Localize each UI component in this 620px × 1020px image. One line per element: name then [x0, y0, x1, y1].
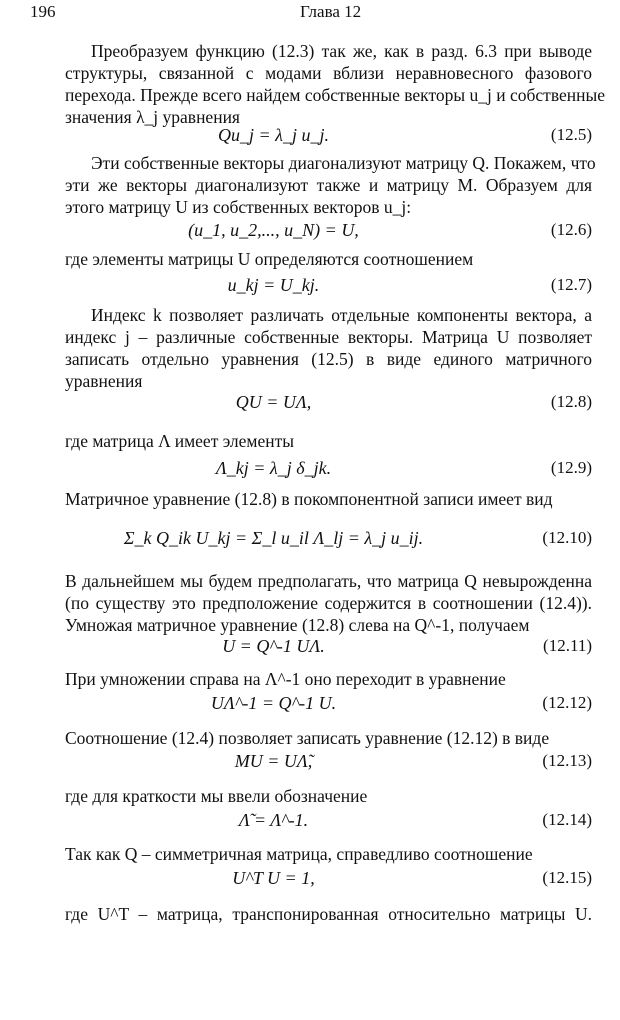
text-line: Преобразуем функцию (12.3) так же, как в разд. 6.3 при выводе: [91, 41, 592, 61]
text-line: Матричное уравнение (12.8) в покомпонентной записи имеет вид: [65, 489, 553, 509]
paragraph-3: [65, 248, 592, 270]
equation-number: (12.7): [550, 275, 592, 294]
equation-formula: MU = UΛ̃,: [234, 751, 313, 771]
equation-12-9: [65, 458, 592, 486]
paragraph-9: [65, 727, 592, 749]
paragraph-6: [65, 488, 592, 510]
text-line: В дальнейшем мы будем предполагать, что матрица Q невырожденна: [65, 571, 592, 591]
equation-number: (12.6): [550, 220, 592, 239]
paragraph-10: [65, 785, 592, 807]
text-line: где матрица Λ имеет элементы: [65, 431, 295, 451]
text-line: значения λ_j уравнения: [65, 107, 240, 127]
equation-12-8: [65, 392, 592, 420]
text-line: где элементы матрицы U определяются соотношением: [65, 249, 474, 269]
equation-number: (12.14): [542, 810, 592, 829]
equation-formula: UΛ^-1 = Q^-1 U.: [210, 693, 337, 713]
equation-formula: Λ̃ = Λ^-1.: [238, 810, 309, 830]
text-line: этого матрицу U из собственных векторов u_j:: [65, 197, 412, 217]
text-line: уравнения: [65, 371, 143, 391]
equation-12-12: [65, 693, 592, 721]
text-line: При умножении справа на Λ^-1 оно переходит в уравнение: [65, 669, 506, 689]
text-line: Индекс k позволяет различать отдельные компоненты вектора, а: [91, 305, 592, 325]
equation-number: (12.11): [543, 636, 592, 655]
equation-formula: U = Q^-1 UΛ.: [222, 636, 325, 656]
equation-12-7: [65, 275, 592, 303]
equation-12-13: [65, 751, 592, 779]
equation-formula: u_kj = U_kj.: [227, 275, 320, 295]
equation-formula: (u_1, u_2,..., u_N) = U,: [188, 220, 359, 240]
text-line: индекс j – различные собственные векторы. Матрица U позволяет: [65, 327, 592, 347]
equation-12-10: [65, 528, 592, 564]
equation-number: (12.9): [550, 458, 592, 477]
text-line: Так как Q – симметричная матрица, справедливо соотношение: [65, 844, 533, 864]
equation-number: (12.5): [550, 125, 592, 144]
equation-formula: Qu_j = λ_j u_j.: [218, 125, 329, 145]
text-line: структуры, связанной с модами вблизи неравновесного фазового: [65, 63, 592, 83]
equation-formula: Σ_k Q_ik U_kj = Σ_l u_il Λ_lj = λ_j u_ij.: [123, 528, 424, 548]
text-line: эти же векторы диагонализуют также и матрицу M. Образуем для: [65, 175, 592, 195]
equation-formula: U^T U = 1,: [232, 868, 315, 888]
equation-12-5: [65, 125, 592, 153]
text-line: записать отдельно уравнения (12.5) в виде единого матричного: [65, 349, 592, 369]
text-line: Умножая матричное уравнение (12.8) слева на Q^-1, получаем: [65, 615, 530, 635]
equation-number: (12.12): [542, 693, 592, 712]
paragraph-8: [65, 668, 592, 690]
text-line: где U^T – матрица, транспонированная относительно матрицы U.: [65, 904, 592, 924]
equation-12-6: [65, 220, 592, 248]
paragraph-7: [65, 570, 592, 636]
paragraph-5: [65, 430, 592, 452]
page-header: [0, 2, 620, 26]
equation-12-15: [65, 868, 592, 896]
text-line: Соотношение (12.4) позволяет записать уравнение (12.12) в виде: [65, 728, 550, 748]
equation-12-11: [65, 636, 592, 664]
paragraph-2: [65, 152, 596, 218]
equation-number: (12.13): [542, 751, 592, 770]
paragraph-4: [65, 304, 592, 392]
text-line: где для краткости мы ввели обозначение: [65, 786, 368, 806]
paragraph-1: [65, 40, 605, 128]
text-line: Эти собственные векторы диагонализуют матрицу Q. Покажем, что: [91, 153, 596, 173]
equation-number: (12.15): [542, 868, 592, 887]
equation-number: (12.10): [542, 528, 592, 547]
paragraph-12: [65, 903, 592, 925]
text-line: (по существу это предположение содержится в соотношении (12.4)).: [65, 593, 592, 613]
equation-number: (12.8): [550, 392, 592, 411]
equation-formula: QU = UΛ,: [235, 392, 312, 412]
text-line: перехода. Прежде всего найдем собственные векторы u_j и собственные: [65, 85, 605, 105]
paragraph-11: [65, 843, 592, 865]
page-number: 196: [30, 2, 56, 21]
equation-formula: Λ_kj = λ_j δ_jk.: [215, 458, 332, 478]
chapter-title: Глава 12: [300, 2, 362, 21]
equation-12-14: [65, 810, 592, 838]
